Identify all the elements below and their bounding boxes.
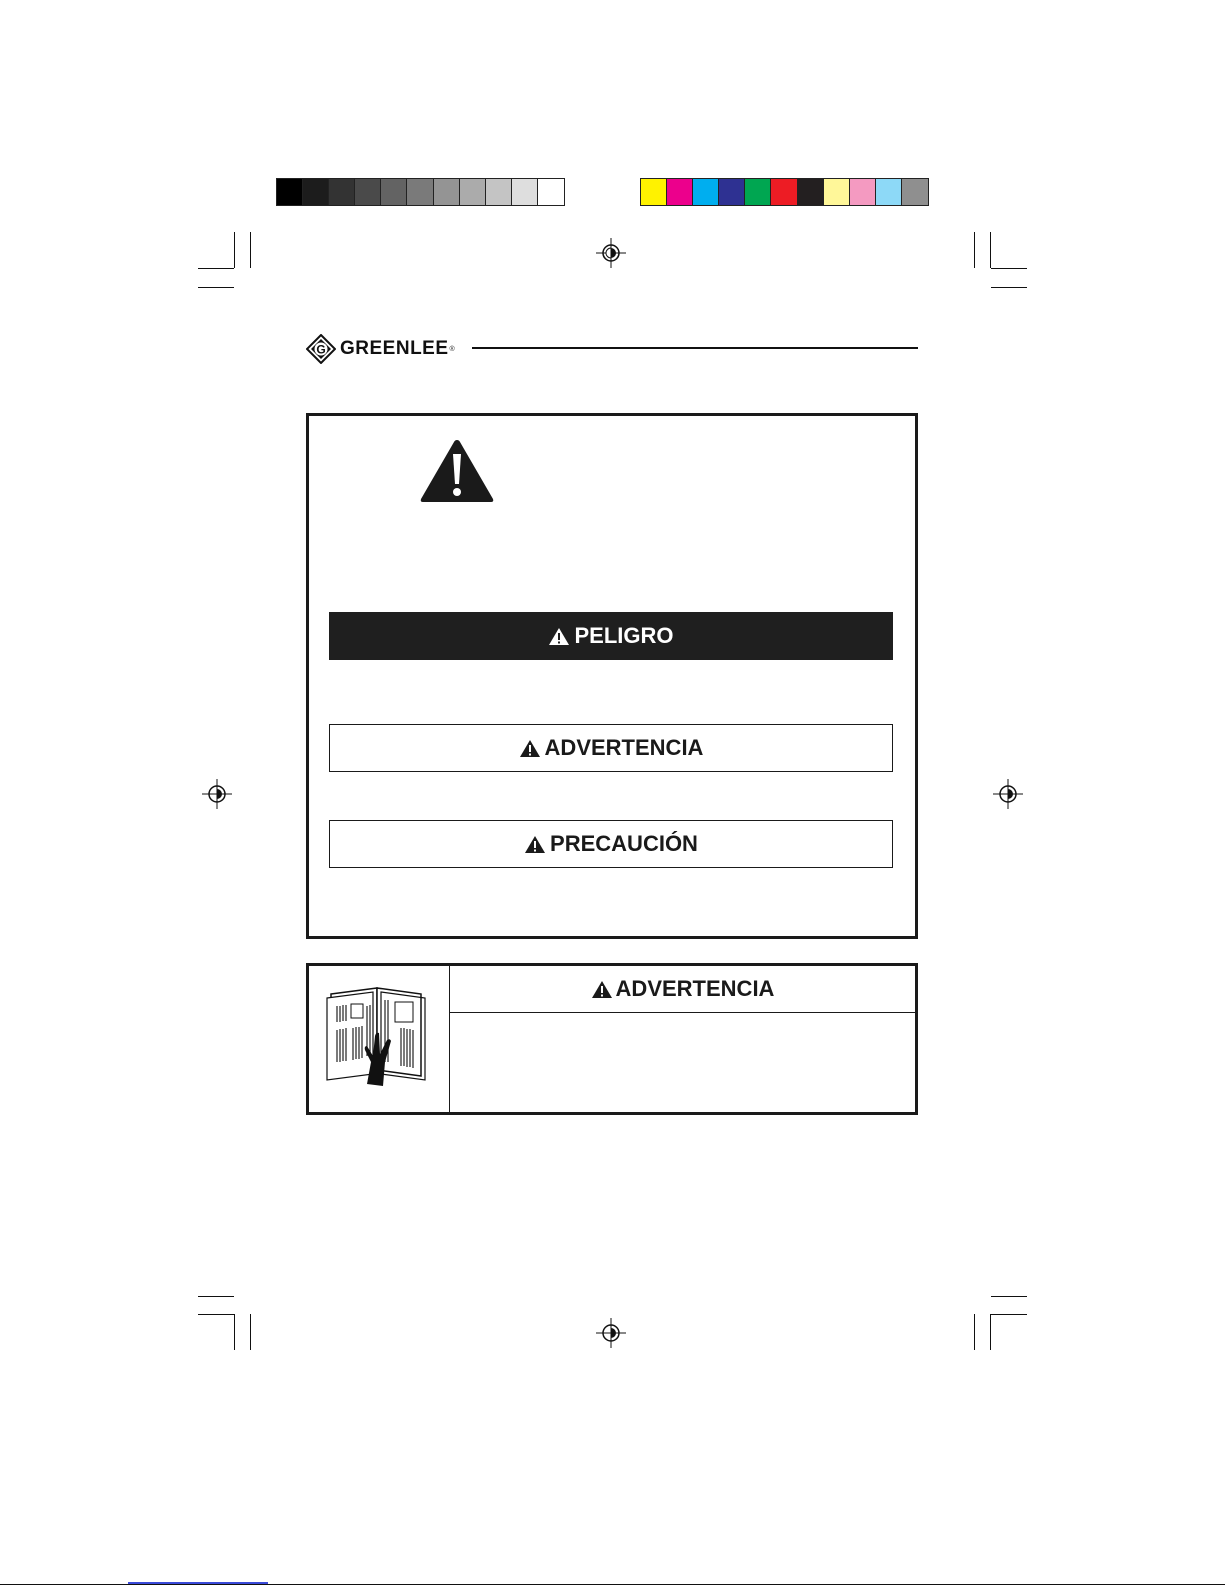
greenlee-diamond-icon: [306, 334, 336, 364]
crop-mark-bottom-right-v: [990, 1314, 991, 1350]
registration-mark-top-icon: [596, 238, 626, 268]
caution-signal-word: [329, 820, 893, 868]
registration-mark-left-icon: [202, 779, 232, 809]
registration-mark-bottom-icon: [596, 1318, 626, 1348]
manual-warning-label: ADVERTENCIA: [615, 976, 775, 1001]
color-swatch-10: [875, 178, 903, 206]
warning-alert-icon: [519, 739, 541, 758]
read-manual-icon: [309, 966, 449, 1112]
gray-swatch-4: [354, 178, 382, 206]
brand-name: GREENLEE: [340, 338, 449, 359]
safety-alert-box: [306, 413, 918, 939]
color-swatch-7: [797, 178, 825, 206]
gray-swatch-7: [433, 178, 461, 206]
crop-mark-bottom-right-v2: [974, 1314, 975, 1350]
crop-mark-top-left-v2: [250, 232, 251, 268]
danger-label: PELIGRO: [574, 623, 674, 648]
crop-mark-bottom-left-h2: [198, 1314, 234, 1315]
gray-swatch-8: [459, 178, 487, 206]
page-bottom-accent: [128, 1582, 268, 1584]
gray-swatch-9: [485, 178, 513, 206]
gray-swatch-10: [511, 178, 539, 206]
logo-letter: G: [316, 342, 326, 357]
crop-mark-top-left-h: [198, 268, 234, 269]
color-swatch-9: [849, 178, 877, 206]
gray-swatch-5: [380, 178, 408, 206]
registration-mark-right-icon: [993, 779, 1023, 809]
color-swatch-4: [718, 178, 746, 206]
crop-mark-top-right-v: [990, 232, 991, 268]
color-swatch-3: [692, 178, 720, 206]
crop-mark-bottom-right-h: [991, 1296, 1027, 1297]
manual-warning-alert-icon: [591, 980, 613, 999]
safety-alert-triangle-icon: [419, 438, 495, 504]
color-swatch-5: [744, 178, 772, 206]
gray-swatch-1: [276, 178, 304, 206]
color-swatch-11: [901, 178, 929, 206]
crop-mark-bottom-left-h: [198, 1296, 234, 1297]
danger-signal-word: [329, 612, 893, 660]
manual-warning-box: [306, 963, 918, 1115]
crop-mark-top-left-h2: [198, 287, 234, 288]
grayscale-calibration-bar: [276, 178, 563, 206]
greenlee-logo: [306, 334, 455, 364]
crop-mark-top-right-h2: [991, 287, 1027, 288]
gray-swatch-6: [406, 178, 434, 206]
color-swatch-8: [823, 178, 851, 206]
color-swatch-6: [770, 178, 798, 206]
crop-mark-bottom-left-v: [234, 1314, 235, 1350]
warning-signal-word: [329, 724, 893, 772]
crop-mark-top-right-v2: [974, 232, 975, 268]
color-swatch-1: [640, 178, 668, 206]
color-calibration-bar: [640, 178, 927, 206]
danger-alert-icon: [548, 627, 570, 646]
crop-mark-top-left-v: [234, 232, 235, 268]
crop-mark-bottom-right-h2: [991, 1314, 1027, 1315]
warning-label: ADVERTENCIA: [544, 735, 704, 760]
header-rule: [472, 347, 918, 349]
gray-swatch-2: [302, 178, 330, 206]
color-swatch-2: [666, 178, 694, 206]
manual-image-cell: [309, 966, 450, 1112]
caution-label: PRECAUCIÓN: [550, 831, 698, 856]
registered-mark: ®: [449, 345, 455, 353]
crop-mark-bottom-left-v2: [250, 1314, 251, 1350]
caution-alert-icon: [524, 835, 546, 854]
manual-warning-title: [450, 966, 915, 1013]
gray-swatch-11: [537, 178, 565, 206]
gray-swatch-3: [328, 178, 356, 206]
crop-mark-top-right-h: [991, 268, 1027, 269]
